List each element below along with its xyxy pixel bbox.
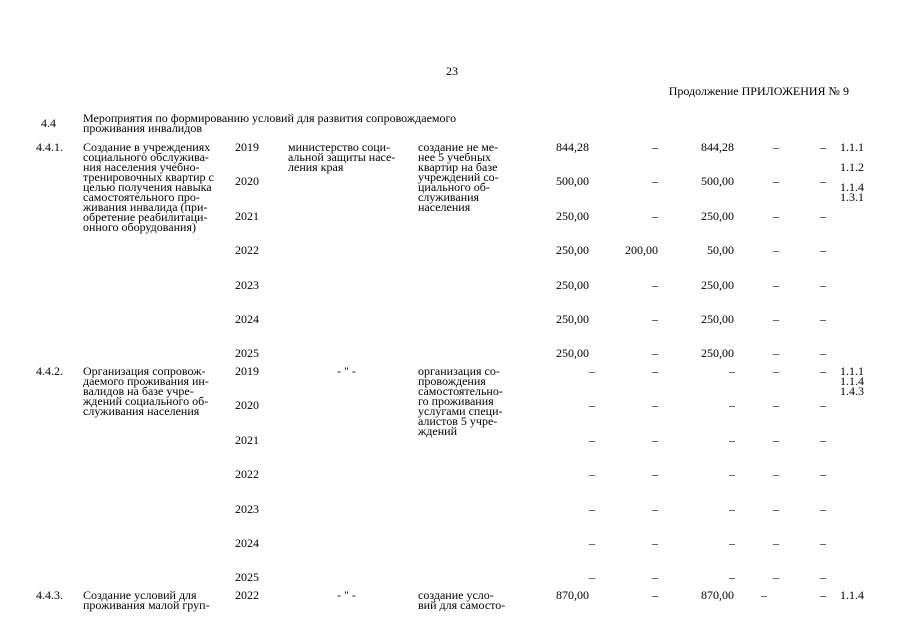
federal-cell: – [652, 209, 658, 223]
year-cell: 2022 [235, 467, 259, 481]
regional-cell: – [729, 502, 735, 516]
total-cell: – [589, 570, 595, 584]
regional-cell: 250,00 [701, 209, 734, 223]
extra-cell: – [820, 278, 826, 292]
expected-result: создание не ме- нее 5 учебных квартир на базе учреждений со- циального об- служивания населения [418, 140, 499, 214]
federal-cell: – [652, 174, 658, 188]
year-cell: 2025 [235, 570, 259, 584]
federal-cell: – [652, 140, 658, 154]
executor: министерство соци- альной защиты насе- ления края [288, 140, 396, 174]
federal-cell: – [652, 536, 658, 550]
extra-cell: – [820, 140, 826, 154]
total-cell: – [589, 398, 595, 412]
year-cell: 2022 [235, 588, 259, 602]
extra-cell: – [820, 312, 826, 326]
year-cell: 2023 [235, 278, 259, 292]
total-cell: 844,28 [556, 140, 589, 154]
extra-cell: – [820, 536, 826, 550]
local-cell: – [773, 536, 779, 550]
local-cell: – [773, 364, 779, 378]
extra-cell: – [820, 243, 826, 257]
extra-cell: – [820, 209, 826, 223]
extra-cell: – [820, 502, 826, 516]
extra-cell: – [820, 346, 826, 360]
local-cell: – [761, 588, 767, 602]
regional-cell: – [729, 536, 735, 550]
year-cell: 2024 [235, 536, 259, 550]
federal-cell: – [652, 398, 658, 412]
total-cell: 870,00 [556, 588, 589, 602]
appendix-header: Продолжение ПРИЛОЖЕНИЯ № 9 [668, 84, 849, 98]
year-cell: 2023 [235, 502, 259, 516]
regional-cell: – [729, 467, 735, 481]
regional-cell: – [729, 364, 735, 378]
total-cell: – [589, 364, 595, 378]
year-cell: 2020 [235, 398, 259, 412]
year-cell: 2019 [235, 140, 259, 154]
regional-cell: 500,00 [701, 174, 734, 188]
regional-cell: 50,00 [707, 243, 734, 257]
regional-cell: 250,00 [701, 278, 734, 292]
extra-cell: – [820, 570, 826, 584]
total-cell: – [589, 502, 595, 516]
total-cell: 250,00 [556, 243, 589, 257]
expected-result: создание усло- вий для самосто- [418, 588, 506, 612]
year-cell: 2019 [235, 364, 259, 378]
row-number: 4.4.1. [36, 140, 63, 154]
year-cell: 2020 [235, 174, 259, 188]
regional-cell: – [729, 570, 735, 584]
local-cell: – [773, 278, 779, 292]
year-cell: 2021 [235, 209, 259, 223]
regional-cell: 250,00 [701, 312, 734, 326]
federal-cell: 200,00 [625, 243, 658, 257]
regional-cell: 250,00 [701, 346, 734, 360]
total-cell: 250,00 [556, 312, 589, 326]
federal-cell: – [652, 588, 658, 602]
federal-cell: – [652, 467, 658, 481]
measure-name: Создание в учреждениях социального обслужива- ния населения учебно- тренировочных квартир с целью получения навыка самостоятельного про- живания инвалида (при- обретение реабилитаци- онного оборудования) [83, 140, 214, 234]
federal-cell: – [652, 502, 658, 516]
total-cell: 250,00 [556, 209, 589, 223]
row-number: 4.4.3. [36, 588, 63, 602]
federal-cell: – [652, 278, 658, 292]
extra-cell: – [820, 467, 826, 481]
total-cell: – [589, 433, 595, 447]
section-number: 4.4 [41, 116, 56, 130]
local-cell: – [773, 570, 779, 584]
federal-cell: – [652, 312, 658, 326]
local-cell: – [773, 209, 779, 223]
total-cell: 250,00 [556, 278, 589, 292]
extra-cell: – [820, 588, 826, 602]
section-title: Мероприятия по формированию условий для развития сопровождаемого проживания инвалидов [83, 111, 457, 135]
local-cell: – [773, 243, 779, 257]
local-cell: – [773, 312, 779, 326]
extra-cell: – [820, 364, 826, 378]
indicator-codes: 1.1.1 1.1.4 1.4.3 [840, 364, 864, 398]
indicator-codes: 1.1.4 [840, 588, 864, 602]
local-cell: – [773, 140, 779, 154]
local-cell: – [773, 174, 779, 188]
executor: - " - [337, 364, 356, 378]
regional-cell: 870,00 [701, 588, 734, 602]
year-cell: 2022 [235, 243, 259, 257]
federal-cell: – [652, 346, 658, 360]
local-cell: – [773, 346, 779, 360]
local-cell: – [773, 433, 779, 447]
total-cell: – [589, 536, 595, 550]
page-number: 23 [446, 64, 458, 78]
regional-cell: 844,28 [701, 140, 734, 154]
regional-cell: – [729, 433, 735, 447]
year-cell: 2021 [235, 433, 259, 447]
regional-cell: – [729, 398, 735, 412]
local-cell: – [773, 502, 779, 516]
year-cell: 2025 [235, 346, 259, 360]
federal-cell: – [652, 433, 658, 447]
federal-cell: – [652, 364, 658, 378]
total-cell: 500,00 [556, 174, 589, 188]
total-cell: 250,00 [556, 346, 589, 360]
executor: - " - [337, 588, 356, 602]
row-number: 4.4.2. [36, 364, 63, 378]
local-cell: – [773, 467, 779, 481]
extra-cell: – [820, 433, 826, 447]
expected-result: организация со- провождения самостоятельно- го проживания услугами специ- алистов 5 учре- ждений [418, 364, 503, 438]
local-cell: – [773, 398, 779, 412]
indicator-codes: 1.1.1 1.1.2 1.1.4 1.3.1 [840, 140, 864, 204]
extra-cell: – [820, 398, 826, 412]
measure-name: Создание условий для проживания малой груп- [83, 588, 210, 612]
total-cell: – [589, 467, 595, 481]
year-cell: 2024 [235, 312, 259, 326]
measure-name: Организация сопровож- даемого проживания ин- валидов на базе учре- ждений социального об- служивания населения [83, 364, 209, 418]
extra-cell: – [820, 174, 826, 188]
federal-cell: – [652, 570, 658, 584]
